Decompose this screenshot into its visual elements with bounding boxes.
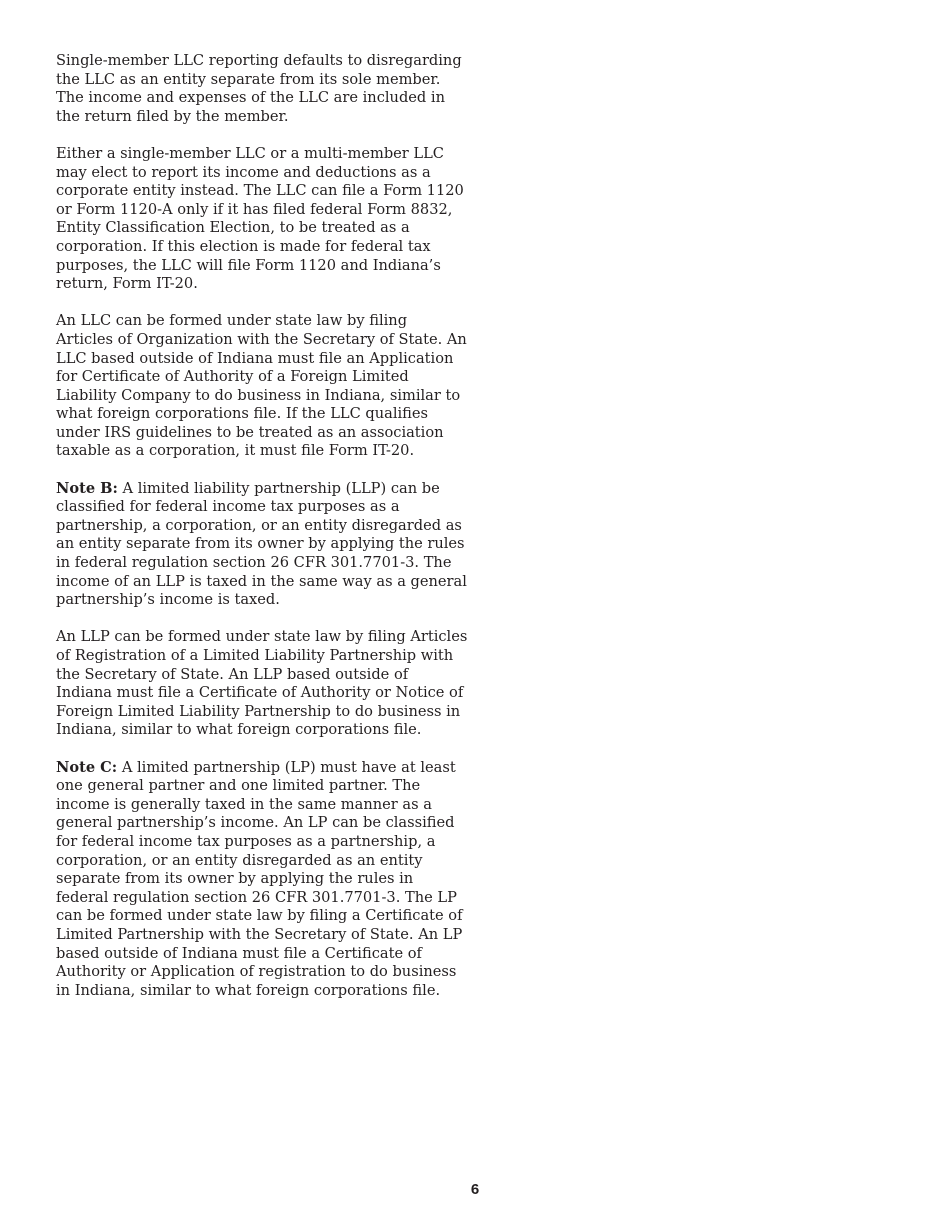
note-b-paragraph — [56, 480, 468, 610]
paragraph-llp-formation: An LLP can be formed under state law by filing Articles of Registration of a Limited Liability Partnership with the Secretary of State. An LLP based outside of Indiana must file a Certificate of Authority or Notice of Foreign Limited Liability Partnership to do business in Indiana, similar to what foreign corporations file. — [56, 628, 468, 739]
note-c-paragraph — [56, 759, 468, 1001]
note-b-text: A limited liability partnership (LLP) can be classified for federal income tax purposes as a partnership, a corporation, or an entity disregarded as an entity separate from its owner by applying the rules in federal regulation section 26 CFR 301.7701-3. The income of an LLP is taxed in the same way as a general partnership’s income is taxed. — [56, 479, 467, 609]
note-c-text: A limited partnership (LP) must have at least one general partner and one limited partner. The income is generally taxed in the same manner as a general partnership’s income. An LP can be classified for federal income tax purposes as a partnership, a corporation, or an entity disregarded as an entity separate from its owner by applying the rules in federal regulation section 26 CFR 301.7701-3. The LP can be formed under state law by filing a Certificate of Limited Partnership with the Secretary of State. An LP based outside of Indiana must file a Certificate of Authority or Application of registration to do business in Indiana, similar to what foreign corporations file. — [56, 758, 463, 999]
text-column — [56, 52, 468, 1019]
note-c-label: Note C: — [56, 758, 118, 776]
note-b-label: Note B: — [56, 479, 118, 497]
paragraph-llc-formation: An LLC can be formed under state law by filing Articles of Organization with the Secretary of State. An LLC based outside of Indiana must file an Application for Certificate of Authority of a Foreign Limited Liability Company to do business in Indiana, similar to what foreign corporations file. If the LLC qualifies under IRS guidelines to be treated as an association taxable as a corporation, it must file Form IT-20. — [56, 312, 467, 460]
paragraph-corporate-election: Either a single-member LLC or a multi-member LLC may elect to report its income and deductions as a corporate entity instead. The LLC can file a Form 1120 or Form 1120-A only if it has filed federal Form 8832, Entity Classification Election, to be treated as a corporation. If this election is made for federal tax purposes, the LLC will file Form 1120 and Indiana’s return, Form IT-20. — [56, 144, 464, 293]
paragraph-single-member-llc: Single-member LLC reporting defaults to disregarding the LLC as an entity separate from its sole member. The income and expenses of the LLC are included in the return filed by the member. — [56, 52, 462, 125]
page-number: 6 — [470, 1181, 480, 1198]
